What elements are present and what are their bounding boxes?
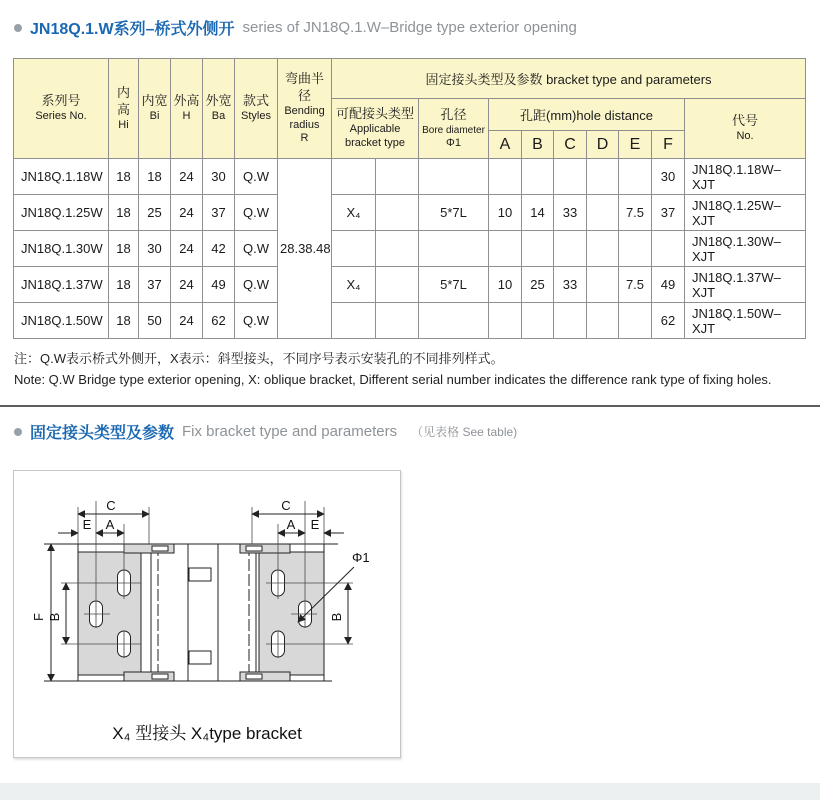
section2-heading	[14, 420, 517, 443]
table-cell	[587, 267, 619, 303]
section1-title-en: series of JN18Q.1.W–Bridge type exterior opening	[242, 19, 577, 36]
flange-notch	[246, 546, 262, 551]
table-cell	[554, 231, 587, 267]
header-hi-en: Hi	[118, 118, 129, 131]
table-cell	[489, 159, 522, 195]
table-cell: 25	[139, 195, 171, 231]
header-bore	[419, 99, 489, 159]
code-cell: JN18Q.1.18W–XJT	[685, 159, 806, 195]
right-bracket-plate	[259, 552, 324, 675]
bullet-icon	[14, 24, 22, 32]
table-row	[14, 159, 806, 195]
dim-label-c-left: C	[106, 498, 116, 513]
left-bracket-plate	[78, 552, 141, 675]
table-cell	[376, 303, 419, 339]
table-cell: 24	[171, 195, 203, 231]
header-bending-radius	[278, 59, 332, 159]
header-hole-distance-label: 孔距(mm)hole distance	[520, 107, 653, 123]
table-cell	[376, 195, 419, 231]
table-cell: 37	[652, 195, 685, 231]
section1-title-zh: JN18Q.1.W系列–桥式外侧开	[30, 21, 235, 38]
table-notes	[14, 348, 772, 390]
table-cell: 62	[203, 303, 235, 339]
table-cell: 18	[109, 267, 139, 303]
table-cell	[554, 303, 587, 339]
header-applicable-zh: 可配接头类型	[335, 106, 414, 122]
cell-series: JN18Q.1.18W	[14, 159, 109, 195]
header-styles-zh: 款式	[242, 93, 269, 109]
header-code-en: No.	[736, 130, 754, 143]
dim-label-a-right: A	[286, 517, 296, 532]
header-applicable-en: Applicable bracket type	[345, 123, 405, 149]
header-bi	[139, 59, 171, 159]
dim-label-b-left: B	[47, 612, 62, 622]
table-cell: 30	[139, 231, 171, 267]
header-series-zh: 系列号	[41, 93, 81, 109]
dim-label-a-left: A	[105, 517, 115, 532]
table-cell: 24	[171, 231, 203, 267]
table-cell: Q.W	[235, 267, 278, 303]
header-bi-en: Bi	[149, 110, 160, 123]
header-ba	[203, 59, 235, 159]
table-cell	[419, 159, 489, 195]
table-cell: 49	[652, 267, 685, 303]
table-cell	[489, 303, 522, 339]
table-cell: 7.5	[619, 267, 652, 303]
header-col-d: D	[587, 131, 619, 159]
table-cell	[619, 231, 652, 267]
flange-notch	[152, 546, 168, 551]
table-cell: 7.5	[619, 195, 652, 231]
table-cell	[376, 159, 419, 195]
bracket-type-cell	[332, 159, 376, 195]
table-cell: Q.W	[235, 231, 278, 267]
header-ba-en: Ba	[211, 110, 226, 123]
table-cell	[619, 159, 652, 195]
table-cell: 49	[203, 267, 235, 303]
table-cell: 42	[203, 231, 235, 267]
flange-notch	[246, 674, 262, 679]
header-styles	[235, 59, 278, 159]
table-row	[14, 195, 806, 231]
table-cell: 10	[489, 267, 522, 303]
cell-series: JN18Q.1.30W	[14, 231, 109, 267]
header-h-en: H	[182, 110, 191, 123]
section-divider	[0, 405, 820, 407]
table-cell: 33	[554, 195, 587, 231]
table-cell	[587, 303, 619, 339]
footer-band	[0, 783, 820, 800]
header-applicable	[332, 99, 419, 159]
header-hi-zh: 内高	[116, 84, 130, 117]
table-cell	[489, 231, 522, 267]
table-cell	[522, 159, 554, 195]
header-h	[171, 59, 203, 159]
bracket-type-cell	[332, 303, 376, 339]
table-cell: 24	[171, 303, 203, 339]
dim-label-e-left: E	[82, 517, 92, 532]
header-h-zh: 外高	[173, 93, 200, 109]
cell-series: JN18Q.1.37W	[14, 267, 109, 303]
header-col-a: A	[489, 131, 522, 159]
table-cell	[587, 195, 619, 231]
header-ba-zh: 外宽	[205, 93, 232, 109]
header-col-c: C	[554, 131, 587, 159]
header-hi	[109, 59, 139, 159]
header-bore-zh: 孔径	[440, 106, 467, 122]
table-row	[14, 303, 806, 339]
table-cell: 30	[652, 159, 685, 195]
table-cell: Q.W	[235, 303, 278, 339]
note-zh: 注：Q.W表示桥式外侧开，X表示：斜型接头，不同序号表示安装孔的不同排列样式。	[14, 351, 504, 366]
table-cell	[376, 231, 419, 267]
dim-label-c-right: C	[281, 498, 291, 513]
bracket-type-cell	[332, 231, 376, 267]
table-cell	[652, 231, 685, 267]
diagram-caption: X₄ 型接头 X₄type bracket	[112, 724, 302, 743]
table-cell: 30	[203, 159, 235, 195]
header-bracket-group-label: 固定接头类型及参数 bracket type and parameters	[425, 71, 712, 87]
header-bi-zh: 内宽	[141, 93, 168, 109]
dim-label-b-right: B	[329, 612, 344, 622]
table-cell	[619, 303, 652, 339]
header-bend-zh: 弯曲半径	[284, 70, 324, 103]
table-cell: Q.W	[235, 195, 278, 231]
note-en: Note: Q.W Bridge type exterior opening, X: oblique bracket, Different serial number indicates the difference rank type of fixing holes.	[14, 372, 772, 387]
section2-title-zh: 固定接头类型及参数	[30, 425, 175, 442]
table-cell: 5*7L	[419, 195, 489, 231]
bending-radius-cell: 28.38.48	[278, 159, 332, 339]
table-cell: Q.W	[235, 159, 278, 195]
header-bend-en: Bending radius	[284, 104, 325, 131]
header-col-e: E	[619, 131, 652, 159]
table-cell	[522, 231, 554, 267]
table-cell: 50	[139, 303, 171, 339]
section2-see-table: （见表格 See table)	[411, 425, 518, 439]
code-cell: JN18Q.1.25W–XJT	[685, 195, 806, 231]
table-cell	[522, 303, 554, 339]
code-cell: JN18Q.1.50W–XJT	[685, 303, 806, 339]
table-cell: 18	[109, 195, 139, 231]
bullet-icon	[14, 428, 22, 436]
header-bracket-group	[332, 59, 806, 99]
code-cell: JN18Q.1.30W–XJT	[685, 231, 806, 267]
header-series-en: Series No.	[35, 110, 87, 123]
table-cell	[587, 159, 619, 195]
bracket-type-cell: X₄	[332, 267, 376, 303]
table-row	[14, 231, 806, 267]
bracket-diagram-box	[13, 470, 401, 758]
header-bore-symbol: Φ1	[446, 136, 461, 149]
section1-heading	[14, 16, 577, 39]
code-cell: JN18Q.1.37W–XJT	[685, 267, 806, 303]
table-cell	[376, 267, 419, 303]
table-cell: 37	[203, 195, 235, 231]
table-cell: 33	[554, 267, 587, 303]
table-cell	[554, 159, 587, 195]
crossbar-rect	[189, 568, 211, 581]
header-code	[685, 99, 806, 159]
dim-label-phi: Φ1	[352, 550, 370, 565]
dim-label-e-right: E	[310, 517, 320, 532]
table-cell: 5*7L	[419, 267, 489, 303]
table-cell: 24	[171, 267, 203, 303]
section2-title-en: Fix bracket type and parameters	[182, 423, 398, 440]
crossbar-rect	[189, 651, 211, 664]
spec-table	[13, 58, 806, 339]
header-hole-distance	[489, 99, 685, 131]
table-cell: 62	[652, 303, 685, 339]
header-row	[14, 59, 806, 99]
table-cell: 24	[171, 159, 203, 195]
header-code-zh: 代号	[731, 113, 758, 129]
header-series	[14, 59, 109, 159]
table-cell	[419, 231, 489, 267]
table-cell: 10	[489, 195, 522, 231]
bracket-technical-drawing	[14, 471, 400, 713]
table-cell: 25	[522, 267, 554, 303]
table-cell: 14	[522, 195, 554, 231]
table-cell: 37	[139, 267, 171, 303]
header-col-b: B	[522, 131, 554, 159]
table-cell: 18	[109, 303, 139, 339]
dim-label-f: F	[31, 613, 46, 621]
header-bore-en: Bore diameter	[422, 124, 485, 136]
table-cell: 18	[109, 159, 139, 195]
header-col-f: F	[652, 131, 685, 159]
table-cell	[419, 303, 489, 339]
table-cell	[587, 231, 619, 267]
cell-series: JN18Q.1.25W	[14, 195, 109, 231]
flange-notch	[152, 674, 168, 679]
bracket-type-cell: X₄	[332, 195, 376, 231]
header-styles-en: Styles	[241, 110, 271, 123]
cell-series: JN18Q.1.50W	[14, 303, 109, 339]
table-cell: 18	[139, 159, 171, 195]
table-cell: 18	[109, 231, 139, 267]
header-bend-r: R	[300, 132, 309, 145]
table-row	[14, 267, 806, 303]
